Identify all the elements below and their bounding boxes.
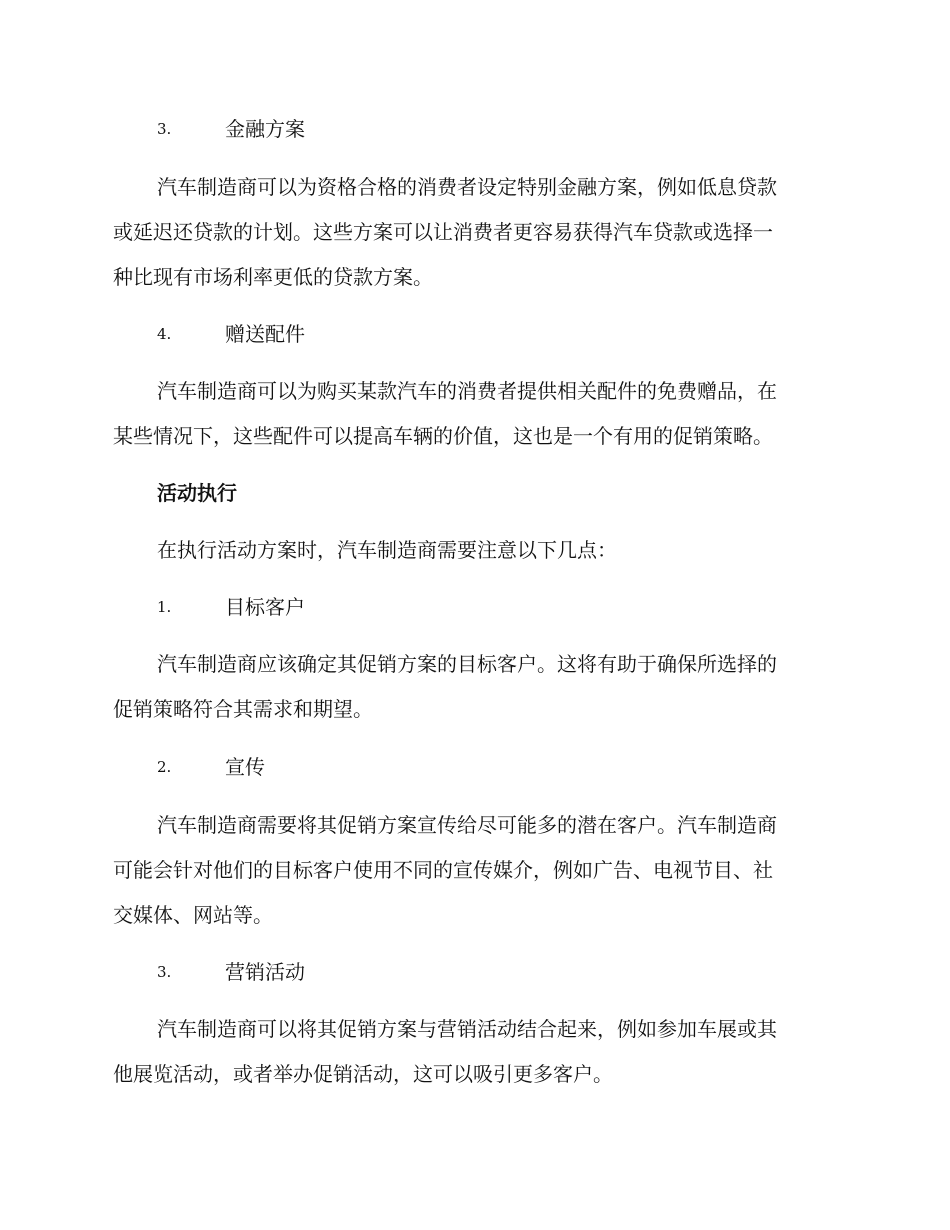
item-number: 3. bbox=[157, 963, 172, 981]
paragraph-line: 交媒体、网站等。 bbox=[113, 903, 273, 927]
section-number: 4. bbox=[157, 325, 172, 343]
paragraph-line: 汽车制造商可以为资格合格的消费者设定特别金融方案，例如低息贷款 bbox=[157, 175, 777, 199]
paragraph-line: 或延迟还贷款的计划。这些方案可以让消费者更容易获得汽车贷款或选择一 bbox=[113, 220, 773, 244]
item-number: 2. bbox=[157, 758, 172, 776]
paragraph-line: 他展览活动，或者举办促销活动，这可以吸引更多客户。 bbox=[113, 1062, 613, 1086]
paragraph-line: 汽车制造商可以将其促销方案与营销活动结合起来，例如参加车展或其 bbox=[157, 1017, 777, 1041]
item-number: 1. bbox=[157, 598, 172, 616]
paragraph-line: 促销策略符合其需求和期望。 bbox=[113, 697, 373, 721]
intro-paragraph: 在执行活动方案时，汽车制造商需要注意以下几点： bbox=[157, 538, 617, 562]
paragraph-line: 某些情况下，这些配件可以提高车辆的价值，这也是一个有用的促销策略。 bbox=[113, 424, 773, 448]
section-number: 3. bbox=[157, 120, 172, 138]
paragraph-line: 可能会针对他们的目标客户使用不同的宣传媒介，例如广告、电视节目、社 bbox=[113, 858, 773, 882]
item-title: 宣传 bbox=[225, 755, 265, 779]
item-title: 营销活动 bbox=[225, 960, 305, 984]
paragraph-line: 汽车制造商应该确定其促销方案的目标客户。这将有助于确保所选择的 bbox=[157, 652, 777, 676]
section-title: 金融方案 bbox=[225, 117, 305, 141]
paragraph-line: 汽车制造商可以为购买某款汽车的消费者提供相关配件的免费赠品，在 bbox=[157, 379, 777, 403]
section-heading: 活动执行 bbox=[157, 481, 237, 505]
section-title: 赠送配件 bbox=[225, 322, 305, 346]
paragraph-line: 种比现有市场利率更低的贷款方案。 bbox=[113, 265, 433, 289]
item-title: 目标客户 bbox=[225, 595, 305, 619]
paragraph-line: 汽车制造商需要将其促销方案宣传给尽可能多的潜在客户。汽车制造商 bbox=[157, 813, 777, 837]
